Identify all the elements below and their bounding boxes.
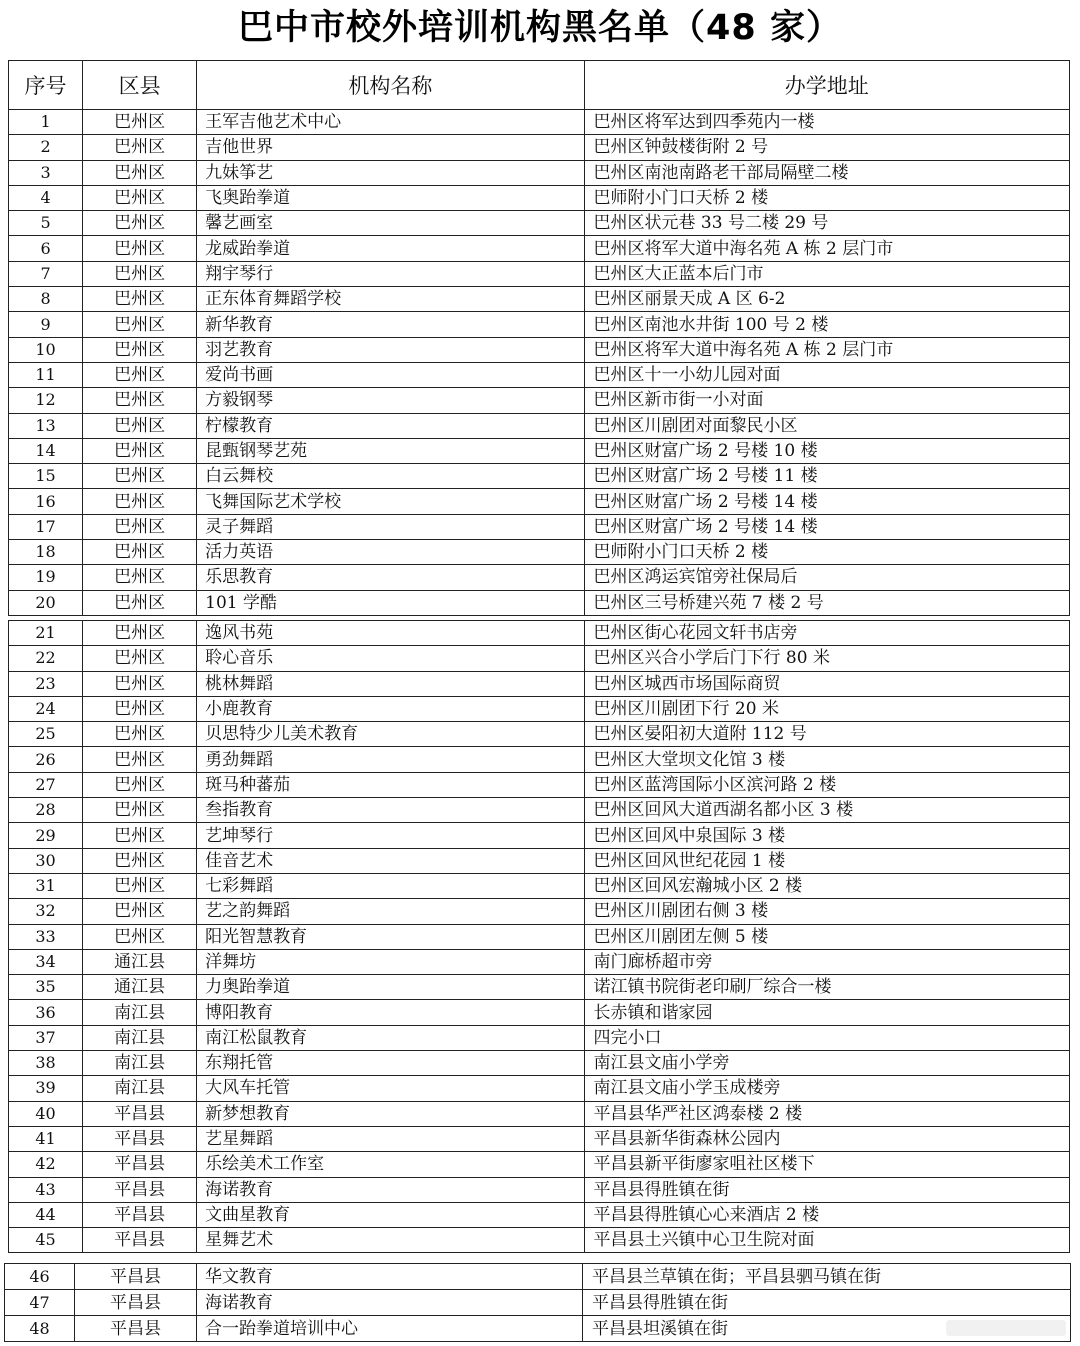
row-address: 平昌县华严社区鸿泰楼 2 楼 <box>584 1101 1069 1126</box>
row-district: 巴州区 <box>83 722 197 747</box>
blacklist-table-part-1 <box>8 60 1070 616</box>
row-address: 巴州区兴合小学后门下行 80 米 <box>584 646 1069 671</box>
table-row <box>9 110 1070 135</box>
row-address: 平昌县坦溪镇在街 <box>583 1316 1071 1342</box>
row-org-name: 星舞艺术 <box>197 1228 584 1253</box>
row-index: 29 <box>9 823 83 848</box>
row-index: 13 <box>9 413 83 438</box>
row-index: 12 <box>9 388 83 413</box>
table-row <box>9 211 1070 236</box>
blacklist-table-part-3 <box>4 1263 1071 1342</box>
row-district: 通江县 <box>83 949 197 974</box>
row-org-name: 馨艺画室 <box>197 211 584 236</box>
table-row <box>9 337 1070 362</box>
table-row <box>9 873 1070 898</box>
row-address: 南江县文庙小学旁 <box>584 1051 1069 1076</box>
row-index: 40 <box>9 1101 83 1126</box>
row-address: 巴州区十一小幼儿园对面 <box>584 362 1069 387</box>
row-address: 巴州区钟鼓楼街附 2 号 <box>584 135 1069 160</box>
row-district: 巴州区 <box>83 590 197 615</box>
row-district: 巴州区 <box>83 671 197 696</box>
row-org-name: 洋舞坊 <box>197 949 584 974</box>
row-org-name: 新华教育 <box>197 312 584 337</box>
row-address: 诺江镇书院街老印刷厂综合一楼 <box>584 975 1069 1000</box>
row-index: 7 <box>9 261 83 286</box>
row-index: 41 <box>9 1126 83 1151</box>
row-org-name: 王军吉他艺术中心 <box>197 110 584 135</box>
row-district: 巴州区 <box>83 413 197 438</box>
row-address: 巴州区财富广场 2 号楼 10 楼 <box>584 438 1069 463</box>
row-address: 巴州区财富广场 2 号楼 11 楼 <box>584 464 1069 489</box>
row-district: 平昌县 <box>83 1228 197 1253</box>
row-address: 平昌县新华街森林公园内 <box>584 1126 1069 1151</box>
row-district: 巴州区 <box>83 110 197 135</box>
row-org-name: 乐绘美术工作室 <box>197 1152 584 1177</box>
table-row <box>9 540 1070 565</box>
table-row <box>9 1000 1070 1025</box>
row-org-name: 力奥跆拳道 <box>197 975 584 1000</box>
row-org-name: 阳光智慧教育 <box>197 924 584 949</box>
row-index: 23 <box>9 671 83 696</box>
row-address: 平昌县兰草镇在街；平昌县驷马镇在街 <box>583 1264 1071 1290</box>
row-address: 巴州区川剧团右侧 3 楼 <box>584 899 1069 924</box>
row-org-name: 博阳教育 <box>197 1000 584 1025</box>
row-district: 平昌县 <box>83 1126 197 1151</box>
row-address: 平昌县得胜镇心心来酒店 2 楼 <box>584 1202 1069 1227</box>
row-address: 长赤镇和谐家园 <box>584 1000 1069 1025</box>
row-address: 巴州区川剧团下行 20 米 <box>584 696 1069 721</box>
page-title: 巴中市校外培训机构黑名单（48 家） <box>238 8 842 48</box>
row-address: 平昌县得胜镇在街 <box>584 1177 1069 1202</box>
table-row <box>5 1264 1071 1290</box>
row-address: 巴州区将军达到四季苑内一楼 <box>584 110 1069 135</box>
row-org-name: 斑马种蕃茄 <box>197 772 584 797</box>
table-row <box>9 160 1070 185</box>
row-org-name: 佳音艺术 <box>197 848 584 873</box>
row-index: 10 <box>9 337 83 362</box>
row-org-name: 东翔托管 <box>197 1051 584 1076</box>
row-org-name: 昆甄钢琴艺苑 <box>197 438 584 463</box>
row-address: 平昌县土兴镇中心卫生院对面 <box>584 1228 1069 1253</box>
row-address: 巴州区大正蓝本后门市 <box>584 261 1069 286</box>
row-district: 平昌县 <box>75 1316 197 1342</box>
row-index: 17 <box>9 514 83 539</box>
row-org-name: 灵子舞蹈 <box>197 514 584 539</box>
table-row <box>9 1228 1070 1253</box>
table-row <box>9 1152 1070 1177</box>
table-row <box>9 1101 1070 1126</box>
row-org-name: 活力英语 <box>197 540 584 565</box>
row-district: 巴州区 <box>83 772 197 797</box>
watermark <box>946 1320 1066 1336</box>
table-row <box>9 185 1070 210</box>
row-district: 巴州区 <box>83 514 197 539</box>
table-row <box>9 621 1070 646</box>
row-index: 32 <box>9 899 83 924</box>
table-row <box>9 565 1070 590</box>
table-row <box>9 772 1070 797</box>
row-address: 巴州区晏阳初大道附 112 号 <box>584 722 1069 747</box>
row-org-name: 飞奥跆拳道 <box>197 185 584 210</box>
row-org-name: 正东体育舞蹈学校 <box>197 287 584 312</box>
row-district: 巴州区 <box>83 565 197 590</box>
row-org-name: 艺星舞蹈 <box>197 1126 584 1151</box>
row-district: 南江县 <box>83 1000 197 1025</box>
row-address: 巴州区三号桥建兴苑 7 楼 2 号 <box>584 590 1069 615</box>
header-org-name: 机构名称 <box>197 61 584 110</box>
row-address: 巴州区回风大道西湖名都小区 3 楼 <box>584 798 1069 823</box>
row-org-name: 华文教育 <box>197 1264 583 1290</box>
row-index: 30 <box>9 848 83 873</box>
row-org-name: 白云舞校 <box>197 464 584 489</box>
row-address: 巴州区川剧团对面黎民小区 <box>584 413 1069 438</box>
row-address: 巴州区将军大道中海名苑 A 栋 2 层门市 <box>584 337 1069 362</box>
header-address: 办学地址 <box>584 61 1069 110</box>
row-district: 巴州区 <box>83 160 197 185</box>
row-address: 巴州区大堂坝文化馆 3 楼 <box>584 747 1069 772</box>
row-org-name: 聆心音乐 <box>197 646 584 671</box>
table-row <box>9 261 1070 286</box>
row-org-name: 柠檬教育 <box>197 413 584 438</box>
row-address: 巴州区蓝湾国际小区滨河路 2 楼 <box>584 772 1069 797</box>
row-address: 巴师附小门口天桥 2 楼 <box>584 540 1069 565</box>
table-row <box>9 823 1070 848</box>
row-district: 巴州区 <box>83 848 197 873</box>
row-district: 巴州区 <box>83 388 197 413</box>
row-index: 48 <box>5 1316 75 1342</box>
row-address: 平昌县新平街廖家咀社区楼下 <box>584 1152 1069 1177</box>
row-district: 巴州区 <box>83 185 197 210</box>
row-address: 巴州区财富广场 2 号楼 14 楼 <box>584 489 1069 514</box>
table-row <box>9 975 1070 1000</box>
row-org-name: 吉他世界 <box>197 135 584 160</box>
row-org-name: 勇劲舞蹈 <box>197 747 584 772</box>
row-district: 巴州区 <box>83 924 197 949</box>
row-district: 南江县 <box>83 1076 197 1101</box>
row-org-name: 艺之韵舞蹈 <box>197 899 584 924</box>
row-index: 11 <box>9 362 83 387</box>
row-address: 巴州区川剧团左侧 5 楼 <box>584 924 1069 949</box>
table-row <box>9 135 1070 160</box>
row-org-name: 乐思教育 <box>197 565 584 590</box>
row-org-name: 大风车托管 <box>197 1076 584 1101</box>
row-index: 47 <box>5 1290 75 1316</box>
row-org-name: 叁指教育 <box>197 798 584 823</box>
row-district: 巴州区 <box>83 236 197 261</box>
row-org-name: 贝思特少儿美术教育 <box>197 722 584 747</box>
row-index: 26 <box>9 747 83 772</box>
table-row <box>9 671 1070 696</box>
row-index: 6 <box>9 236 83 261</box>
row-org-name: 101 学酷 <box>197 590 584 615</box>
row-address: 巴州区回风宏瀚城小区 2 楼 <box>584 873 1069 898</box>
header-index: 序号 <box>9 61 83 110</box>
table-header-row <box>9 61 1070 110</box>
row-index: 33 <box>9 924 83 949</box>
row-district: 巴州区 <box>83 135 197 160</box>
row-district: 南江县 <box>83 1025 197 1050</box>
row-index: 4 <box>9 185 83 210</box>
row-address: 巴州区丽景天成 A 区 6-2 <box>584 287 1069 312</box>
row-district: 平昌县 <box>75 1290 197 1316</box>
row-index: 1 <box>9 110 83 135</box>
row-org-name: 逸风书苑 <box>197 621 584 646</box>
row-org-name: 桃林舞蹈 <box>197 671 584 696</box>
row-index: 46 <box>5 1264 75 1290</box>
row-address: 巴州区城西市场国际商贸 <box>584 671 1069 696</box>
row-district: 平昌县 <box>83 1152 197 1177</box>
row-org-name: 羽艺教育 <box>197 337 584 362</box>
row-district: 巴州区 <box>83 438 197 463</box>
row-district: 巴州区 <box>83 261 197 286</box>
row-address: 巴州区南池南路老干部局隔壁二楼 <box>584 160 1069 185</box>
row-district: 巴州区 <box>83 362 197 387</box>
table-row <box>9 848 1070 873</box>
table-row <box>9 287 1070 312</box>
row-index: 42 <box>9 1152 83 1177</box>
row-org-name: 小鹿教育 <box>197 696 584 721</box>
row-address: 巴州区街心花园文轩书店旁 <box>584 621 1069 646</box>
row-address: 南江县文庙小学玉成楼旁 <box>584 1076 1069 1101</box>
row-index: 9 <box>9 312 83 337</box>
row-index: 15 <box>9 464 83 489</box>
row-index: 39 <box>9 1076 83 1101</box>
row-index: 43 <box>9 1177 83 1202</box>
table-row <box>9 388 1070 413</box>
row-index: 8 <box>9 287 83 312</box>
row-address: 巴州区状元巷 33 号二楼 29 号 <box>584 211 1069 236</box>
table-row <box>9 312 1070 337</box>
table-row <box>9 236 1070 261</box>
table-row <box>9 514 1070 539</box>
row-district: 巴州区 <box>83 823 197 848</box>
table-row <box>9 722 1070 747</box>
row-district: 巴州区 <box>83 646 197 671</box>
row-index: 24 <box>9 696 83 721</box>
row-district: 巴州区 <box>83 873 197 898</box>
row-org-name: 九妹筝艺 <box>197 160 584 185</box>
row-district: 巴州区 <box>83 337 197 362</box>
row-district: 巴州区 <box>83 696 197 721</box>
row-org-name: 龙威跆拳道 <box>197 236 584 261</box>
row-org-name: 飞舞国际艺术学校 <box>197 489 584 514</box>
table-row <box>5 1316 1071 1342</box>
row-district: 巴州区 <box>83 747 197 772</box>
row-org-name: 七彩舞蹈 <box>197 873 584 898</box>
row-district: 平昌县 <box>75 1264 197 1290</box>
table-row <box>9 899 1070 924</box>
row-district: 巴州区 <box>83 489 197 514</box>
table-row <box>9 696 1070 721</box>
table-row <box>9 1202 1070 1227</box>
row-index: 34 <box>9 949 83 974</box>
row-index: 37 <box>9 1025 83 1050</box>
table-row <box>9 464 1070 489</box>
row-address: 巴州区将军大道中海名苑 A 栋 2 层门市 <box>584 236 1069 261</box>
row-district: 巴州区 <box>83 798 197 823</box>
row-index: 27 <box>9 772 83 797</box>
row-district: 巴州区 <box>83 540 197 565</box>
table-row <box>9 924 1070 949</box>
row-index: 25 <box>9 722 83 747</box>
table-row <box>9 1126 1070 1151</box>
row-district: 巴州区 <box>83 464 197 489</box>
row-address: 巴州区鸿运宾馆旁社保局后 <box>584 565 1069 590</box>
row-district: 巴州区 <box>83 211 197 236</box>
row-index: 21 <box>9 621 83 646</box>
row-district: 通江县 <box>83 975 197 1000</box>
table-row <box>9 1025 1070 1050</box>
row-address: 巴州区南池水井街 100 号 2 楼 <box>584 312 1069 337</box>
row-org-name: 爱尚书画 <box>197 362 584 387</box>
row-org-name: 艺坤琴行 <box>197 823 584 848</box>
row-district: 南江县 <box>83 1051 197 1076</box>
table-row <box>9 489 1070 514</box>
row-district: 平昌县 <box>83 1202 197 1227</box>
table-row <box>9 1076 1070 1101</box>
row-index: 44 <box>9 1202 83 1227</box>
row-district: 巴州区 <box>83 287 197 312</box>
table-row <box>9 362 1070 387</box>
row-district: 平昌县 <box>83 1177 197 1202</box>
row-index: 3 <box>9 160 83 185</box>
row-index: 16 <box>9 489 83 514</box>
row-org-name: 南江松鼠教育 <box>197 1025 584 1050</box>
row-index: 31 <box>9 873 83 898</box>
blacklist-table-part-2 <box>8 620 1070 1253</box>
row-org-name: 翔宇琴行 <box>197 261 584 286</box>
table-row <box>9 413 1070 438</box>
row-index: 38 <box>9 1051 83 1076</box>
row-district: 平昌县 <box>83 1101 197 1126</box>
row-org-name: 新梦想教育 <box>197 1101 584 1126</box>
table-row <box>5 1290 1071 1316</box>
table-row <box>9 798 1070 823</box>
row-index: 20 <box>9 590 83 615</box>
row-district: 巴州区 <box>83 621 197 646</box>
row-org-name: 海诺教育 <box>197 1290 583 1316</box>
header-district: 区县 <box>83 61 197 110</box>
row-index: 18 <box>9 540 83 565</box>
row-index: 2 <box>9 135 83 160</box>
row-org-name: 方毅钢琴 <box>197 388 584 413</box>
row-address: 巴州区回风中泉国际 3 楼 <box>584 823 1069 848</box>
table-row <box>9 747 1070 772</box>
row-address: 南门廊桥超市旁 <box>584 949 1069 974</box>
row-org-name: 合一跆拳道培训中心 <box>197 1316 583 1342</box>
row-index: 22 <box>9 646 83 671</box>
table-row <box>9 590 1070 615</box>
table-row <box>9 646 1070 671</box>
row-address: 巴师附小门口天桥 2 楼 <box>584 185 1069 210</box>
row-index: 45 <box>9 1228 83 1253</box>
row-district: 巴州区 <box>83 899 197 924</box>
row-org-name: 文曲星教育 <box>197 1202 584 1227</box>
row-address: 巴州区新市街一小对面 <box>584 388 1069 413</box>
table-row <box>9 1177 1070 1202</box>
row-address: 巴州区回风世纪花园 1 楼 <box>584 848 1069 873</box>
row-address: 巴州区财富广场 2 号楼 14 楼 <box>584 514 1069 539</box>
row-index: 35 <box>9 975 83 1000</box>
row-index: 14 <box>9 438 83 463</box>
row-org-name: 海诺教育 <box>197 1177 584 1202</box>
row-index: 36 <box>9 1000 83 1025</box>
row-index: 28 <box>9 798 83 823</box>
row-index: 5 <box>9 211 83 236</box>
row-address: 平昌县得胜镇在街 <box>583 1290 1071 1316</box>
table-row <box>9 438 1070 463</box>
row-index: 19 <box>9 565 83 590</box>
table-row <box>9 1051 1070 1076</box>
row-district: 巴州区 <box>83 312 197 337</box>
row-address: 四完小口 <box>584 1025 1069 1050</box>
table-row <box>9 949 1070 974</box>
